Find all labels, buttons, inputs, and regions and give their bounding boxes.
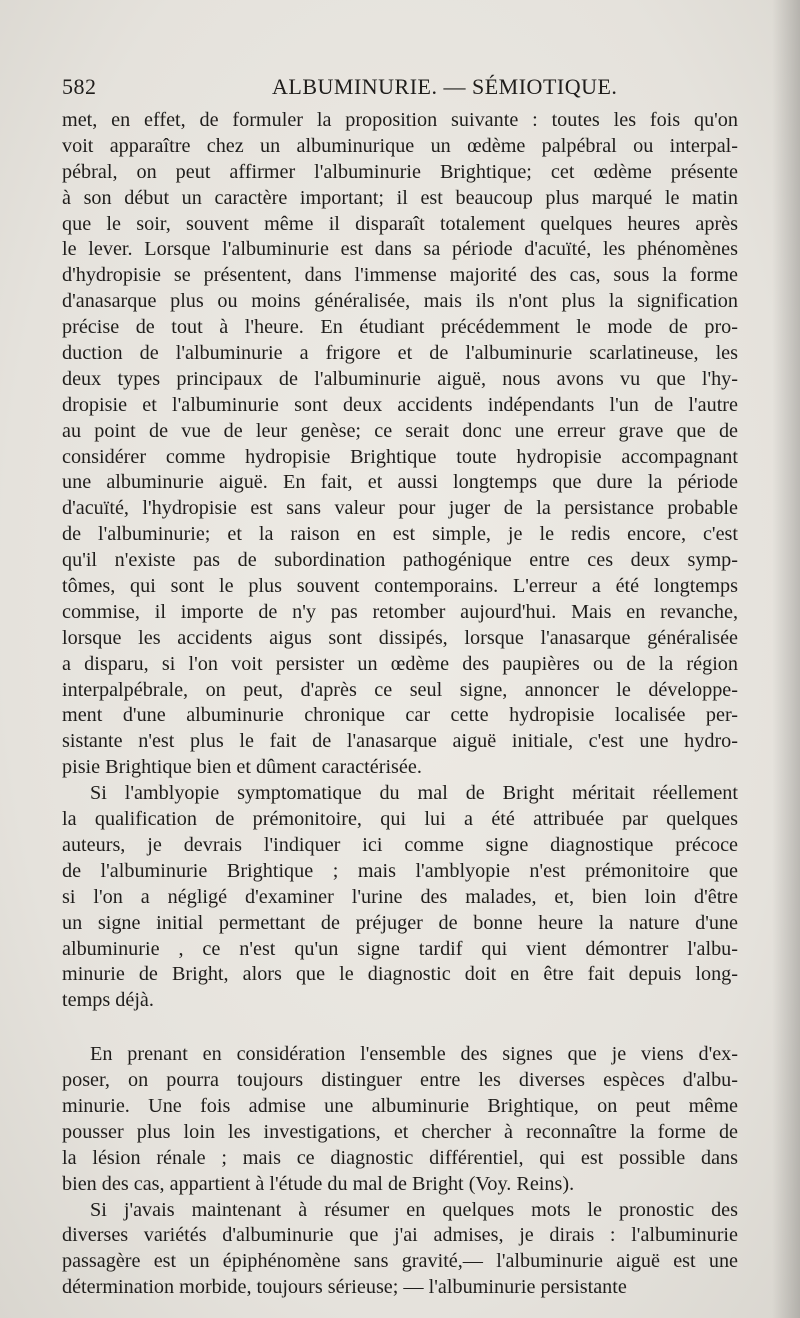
text-line: interpalpébrale, on peut, d'après ce seul signe, annoncer le développe- bbox=[62, 678, 738, 701]
text-line: tômes, qui sont le plus souvent contemporains. L'erreur a été longtemps bbox=[62, 575, 738, 598]
text-line: dropisie et l'albuminurie sont deux accidents indépendants l'un de l'autre bbox=[62, 393, 738, 416]
text-line: pébral, on peut affirmer l'albuminurie Brightique; cet œdème présente bbox=[62, 160, 738, 183]
running-head bbox=[62, 74, 742, 108]
text-line: lorsque les accidents aigus sont dissipés, lorsque l'anasarque généralisée bbox=[62, 626, 738, 649]
page-edge-shadow bbox=[772, 0, 800, 1318]
text-line: ment d'une albuminurie chronique car cette hydropisie localisée per- bbox=[62, 704, 738, 727]
text-line: d'acuïté, l'hydropisie est sans valeur pour juger de la persistance probable bbox=[62, 497, 738, 520]
text-line: d'hydropisie se présentent, dans l'immense majorité des cas, sous la forme bbox=[62, 264, 738, 287]
text-line: a disparu, si l'on voit persister un œdème des paupières ou de la région bbox=[62, 652, 738, 675]
text-line: En prenant en considération l'ensemble des signes que je viens d'ex- bbox=[90, 1043, 738, 1066]
paragraph bbox=[62, 781, 738, 1014]
text-line: diverses variétés d'albuminurie que j'ai admises, je dirais : l'albuminurie bbox=[62, 1224, 738, 1247]
text-line: si l'on a négligé d'examiner l'urine des malades, et, bien loin d'être bbox=[62, 885, 738, 908]
text-line: met, en effet, de formuler la proposition suivante : toutes les fois qu'on bbox=[62, 109, 738, 131]
text-line: le lever. Lorsque l'albuminurie est dans sa période d'acuïté, les phénomènes bbox=[62, 238, 738, 261]
text-line: deux types principaux de l'albuminurie aiguë, nous avons vu que l'hy- bbox=[62, 367, 738, 390]
text-line: au point de vue de leur genèse; ce serait donc une erreur grave que de bbox=[62, 419, 738, 442]
text-line: la qualification de prémonitoire, qui lui a été attribuée par quelques bbox=[62, 808, 738, 831]
text-line: détermination morbide, toujours sérieuse; — l'albuminurie persistante bbox=[62, 1276, 627, 1299]
text-line: passagère est un épiphénomène sans gravité,— l'albuminurie aiguë est une bbox=[62, 1250, 738, 1273]
text-line: minurie. Une fois admise une albuminurie Brightique, on peut même bbox=[62, 1094, 738, 1117]
text-line: de l'albuminurie Brightique ; mais l'amblyopie n'est prémonitoire que bbox=[62, 859, 738, 882]
text-line: que le soir, souvent même il disparaît totalement quelques heures après bbox=[62, 212, 738, 235]
text-line: de l'albuminurie; et la raison en est simple, je le redis encore, c'est bbox=[62, 523, 738, 546]
text-line: la lésion rénale ; mais ce diagnostic différentiel, qui est possible dans bbox=[62, 1146, 738, 1169]
paragraph bbox=[62, 1042, 738, 1197]
text-line: voit apparaître chez un albuminurique un œdème palpébral ou interpal- bbox=[62, 134, 738, 157]
text-line: sistante n'est plus le fait de l'anasarque aiguë initiale, c'est une hydro- bbox=[62, 730, 738, 753]
text-line: Si j'avais maintenant à résumer en quelques mots le pronostic des bbox=[90, 1198, 738, 1221]
running-title: ALBUMINURIE. — SÉMIOTIQUE. bbox=[272, 74, 618, 99]
text-line: auteurs, je devrais l'indiquer ici comme signe diagnostique précoce bbox=[62, 833, 738, 856]
text-line: poser, on pourra toujours distinguer entre les diverses espèces d'albu- bbox=[62, 1069, 738, 1092]
text-line: une albuminurie aiguë. En fait, et aussi longtemps que dure la période bbox=[62, 471, 738, 494]
text-line: d'anasarque plus ou moins généralisée, mais ils n'ont plus la signification bbox=[62, 290, 738, 313]
text-line: albuminurie , ce n'est qu'un signe tardif qui vient démontrer l'albu- bbox=[62, 937, 738, 960]
text-line: bien des cas, appartient à l'étude du mal de Bright (Voy. Reins). bbox=[62, 1172, 575, 1195]
text-line: pousser plus loin les investigations, et chercher à reconnaître la forme de bbox=[62, 1120, 738, 1143]
body-text bbox=[62, 108, 738, 1301]
text-line: minurie de Bright, alors que le diagnostic doit en être fait depuis long- bbox=[62, 963, 738, 986]
text-line: à son début un caractère important; il est beaucoup plus marqué le matin bbox=[62, 186, 738, 209]
text-line: précise de tout à l'heure. En étudiant précédemment le mode de pro- bbox=[62, 316, 738, 339]
paragraph bbox=[62, 1198, 738, 1302]
text-line: duction de l'albuminurie a frigore et de l'albuminurie scarlatineuse, les bbox=[62, 342, 738, 365]
paragraph bbox=[62, 108, 738, 781]
text-line: considérer comme hydropisie Brightique toute hydropisie accompagnant bbox=[62, 445, 738, 468]
page-number: 582 bbox=[62, 74, 97, 99]
text-line: commise, il importe de n'y pas retomber aujourd'hui. Mais en revanche, bbox=[62, 600, 738, 623]
text-line: temps déjà. bbox=[62, 989, 154, 1012]
text-line: un signe initial permettant de préjuger de bonne heure la nature d'une bbox=[62, 911, 738, 934]
text-line: pisie Brightique bien et dûment caractérisée. bbox=[62, 756, 422, 779]
text-line: qu'il n'existe pas de subordination pathogénique entre ces deux symp- bbox=[62, 549, 738, 572]
text-line: Si l'amblyopie symptomatique du mal de Bright méritait réellement bbox=[90, 782, 738, 805]
paragraph-gap bbox=[62, 1014, 738, 1042]
